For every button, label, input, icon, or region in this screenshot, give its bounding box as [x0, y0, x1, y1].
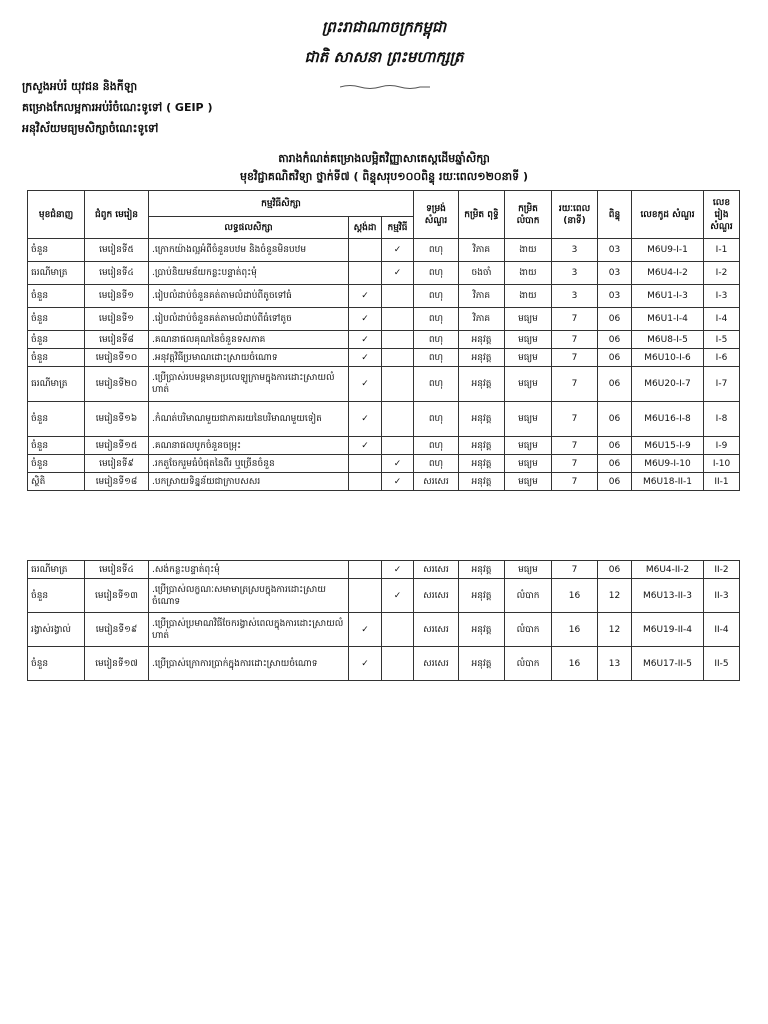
cell-diff: មធ្យម [505, 437, 552, 455]
cell-order: I-2 [704, 262, 740, 285]
cell-prog: ✓ [382, 579, 414, 613]
cell-time: 3 [552, 239, 598, 262]
document-subtitle: មុខវិជ្ជាគណិតវិទ្យា ថ្នាក់ទី៧ ( ពិន្ទុសរុប១០០ពិន្ទុ រយៈពេល១២០នាទី ) [239, 170, 528, 183]
cell-format: ពហុ [414, 331, 459, 349]
cell-score: 03 [598, 285, 632, 308]
document-title: តារាងកំណត់គម្រោងលម្អិតវិញ្ញាសាតេស្តដើមឆ្នាំសិក្សា [278, 152, 490, 165]
cell-outcome: .ក្រោកយ៉ាងល្អអំពីចំនួនបឋម និងចំនួនមិនបឋម [149, 239, 349, 262]
table-row [28, 455, 740, 473]
cell-code: M6U9-I-10 [632, 455, 704, 473]
cell-cog: អនុវត្ត [459, 579, 505, 613]
cell-prog: ✓ [382, 239, 414, 262]
cell-chapter: មេរៀនទី៤ [85, 561, 149, 579]
cell-area: ធរណីមាត្រ [28, 561, 85, 579]
table-row [28, 647, 740, 681]
department-name: អនុវិស័យមធ្យមសិក្សាចំណេះទូទៅ [22, 122, 159, 135]
cell-area: ចំនួន [28, 455, 85, 473]
cell-order: I-7 [704, 367, 740, 402]
cell-format: ពហុ [414, 239, 459, 262]
cell-std [349, 239, 382, 262]
cell-chapter: មេរៀនទី៨ [85, 331, 149, 349]
cell-prog: ✓ [382, 561, 414, 579]
cell-format: ពហុ [414, 308, 459, 331]
cell-cog: អនុវត្ត [459, 331, 505, 349]
cell-order: II-5 [704, 647, 740, 681]
cell-code: M6U4-I-2 [632, 262, 704, 285]
cell-cog: អនុវត្ត [459, 613, 505, 647]
cell-outcome: .រៀបលំដាប់ចំនួនគត់តាមលំដាប់ពីតូចទៅធំ [149, 285, 349, 308]
col-item-format: ទម្រង់ សំណួរ [414, 191, 459, 239]
col-curriculum: កម្មវិធីសិក្សា [149, 191, 414, 217]
cell-area: ចំនួន [28, 308, 85, 331]
ministry-name: ក្រសួងអប់រំ យុវជន និងកីឡា [22, 80, 138, 93]
cell-area: ចំនួន [28, 285, 85, 308]
cell-score: 03 [598, 239, 632, 262]
cell-diff: មធ្យម [505, 561, 552, 579]
cell-diff: មធ្យម [505, 455, 552, 473]
cell-diff: មធ្យម [505, 367, 552, 402]
table-row [28, 262, 740, 285]
cell-time: 3 [552, 285, 598, 308]
cell-prog [382, 331, 414, 349]
cell-outcome: .ប្រើប្រាស់ប្រមាណវិធីចែករង្វាស់ពេលក្នុងការដោះស្រាយលំហាត់ [149, 613, 349, 647]
cell-area: ធរណីមាត្រ [28, 262, 85, 285]
cell-prog [382, 349, 414, 367]
cell-prog [382, 367, 414, 402]
cell-order: I-10 [704, 455, 740, 473]
cell-outcome: .រកតួចែករួមធំបំផុតនៃពីរ ឬច្រើនចំនួន [149, 455, 349, 473]
cell-score: 06 [598, 349, 632, 367]
cell-cog: អនុវត្ត [459, 367, 505, 402]
cell-time: 7 [552, 349, 598, 367]
cell-prog [382, 613, 414, 647]
cell-cog: អនុវត្ត [459, 647, 505, 681]
cell-code: M6U17-II-5 [632, 647, 704, 681]
cell-diff: មធ្យម [505, 473, 552, 491]
col-order: លេខរៀង សំណួរ [704, 191, 740, 239]
cell-diff: លំបាក [505, 579, 552, 613]
cell-code: M6U18-II-1 [632, 473, 704, 491]
cell-outcome: .សង់កន្លះបន្ទាត់ពុះមុំ [149, 561, 349, 579]
table-row [28, 285, 740, 308]
col-score: ពិន្ទុ [598, 191, 632, 239]
cell-std [349, 473, 382, 491]
table-row [28, 437, 740, 455]
cell-code: M6U19-II-4 [632, 613, 704, 647]
cell-code: M6U1-I-4 [632, 308, 704, 331]
cell-std: ✓ [349, 308, 382, 331]
cell-order: I-4 [704, 308, 740, 331]
cell-cog: ចងចាំ [459, 262, 505, 285]
cell-score: 06 [598, 402, 632, 437]
cell-outcome: .គណនាផលគុណនៃចំនួនទសភាគ [149, 331, 349, 349]
cell-format: ពហុ [414, 455, 459, 473]
cell-chapter: មេរៀនទី១ [85, 285, 149, 308]
cell-diff: មធ្យម [505, 402, 552, 437]
cell-diff: លំបាក [505, 613, 552, 647]
cell-area: ចំនួន [28, 349, 85, 367]
col-standard: ស្តង់ដា [349, 217, 382, 239]
cell-score: 12 [598, 579, 632, 613]
cell-std: ✓ [349, 402, 382, 437]
cell-area: ធរណីមាត្រ [28, 367, 85, 402]
col-program: កម្មវិធី [382, 217, 414, 239]
cell-time: 7 [552, 455, 598, 473]
cell-prog [382, 437, 414, 455]
cell-cog: អនុវត្ត [459, 561, 505, 579]
cell-order: I-9 [704, 437, 740, 455]
cell-chapter: មេរៀនទី១៥ [85, 437, 149, 455]
cell-format: សរសេរ [414, 613, 459, 647]
cell-order: I-6 [704, 349, 740, 367]
cell-chapter: មេរៀនទី៥ [85, 239, 149, 262]
cell-score: 03 [598, 262, 632, 285]
cell-format: ពហុ [414, 437, 459, 455]
cell-prog: ✓ [382, 455, 414, 473]
cell-outcome: .អនុវត្តវិធីប្រមាណដោះស្រាយចំណោទ [149, 349, 349, 367]
cell-code: M6U8-I-5 [632, 331, 704, 349]
cell-code: M6U1-I-3 [632, 285, 704, 308]
cell-order: II-2 [704, 561, 740, 579]
table-row [28, 579, 740, 613]
cell-prog: ✓ [382, 262, 414, 285]
cell-diff: មធ្យម [505, 308, 552, 331]
cell-outcome: .ប្រាប់និយមន័យកន្លះបន្ទាត់ពុះមុំ [149, 262, 349, 285]
cell-outcome: .បកស្រាយទិន្នន័យជាក្រាបសសរ [149, 473, 349, 491]
cell-time: 7 [552, 308, 598, 331]
cell-chapter: មេរៀនទី១៣ [85, 579, 149, 613]
cell-std [349, 579, 382, 613]
cell-diff: ងាយ [505, 239, 552, 262]
ornament-divider [340, 84, 430, 90]
cell-chapter: មេរៀនទី១៦ [85, 402, 149, 437]
cell-chapter: មេរៀនទី៩ [85, 455, 149, 473]
cell-area: ចំនួន [28, 331, 85, 349]
col-code: លេខកូដ សំណួរ [632, 191, 704, 239]
cell-format: សរសេរ [414, 579, 459, 613]
cell-score: 06 [598, 473, 632, 491]
col-difficulty: កម្រិត លំបាក [505, 191, 552, 239]
cell-prog: ✓ [382, 473, 414, 491]
table-row [28, 331, 740, 349]
cell-format: ពហុ [414, 367, 459, 402]
cell-chapter: មេរៀនទី២០ [85, 367, 149, 402]
cell-std: ✓ [349, 331, 382, 349]
cell-time: 7 [552, 473, 598, 491]
cell-order: II-1 [704, 473, 740, 491]
cell-time: 7 [552, 561, 598, 579]
cell-prog [382, 285, 414, 308]
cell-time: 16 [552, 613, 598, 647]
cell-time: 7 [552, 402, 598, 437]
cell-time: 16 [552, 579, 598, 613]
cell-order: I-8 [704, 402, 740, 437]
cell-code: M6U4-II-2 [632, 561, 704, 579]
spec-table-part2 [27, 560, 740, 681]
col-outcome: លទ្ធផលសិក្សា [149, 217, 349, 239]
cell-cog: អនុវត្ត [459, 402, 505, 437]
motto: ជាតិ សាសនា ព្រះមហាក្សត្រ [304, 48, 464, 66]
cell-order: I-3 [704, 285, 740, 308]
cell-score: 12 [598, 613, 632, 647]
cell-std: ✓ [349, 437, 382, 455]
cell-cog: អនុវត្ត [459, 437, 505, 455]
cell-score: 06 [598, 561, 632, 579]
cell-format: ពហុ [414, 285, 459, 308]
cell-outcome: .ប្រើប្រាស់របមន្តមានប្រលេឡូក្រាមក្នុងការដោះស្រាយលំហាត់ [149, 367, 349, 402]
cell-std [349, 262, 382, 285]
cell-code: M6U16-I-8 [632, 402, 704, 437]
cell-code: M6U20-I-7 [632, 367, 704, 402]
cell-std: ✓ [349, 285, 382, 308]
cell-area: ចំនួន [28, 402, 85, 437]
cell-format: សរសេរ [414, 647, 459, 681]
cell-cog: វិភាគ [459, 285, 505, 308]
cell-time: 7 [552, 367, 598, 402]
cell-area: ចំនួន [28, 647, 85, 681]
cell-outcome: .រៀបលំដាប់ចំនួនគត់តាមលំដាប់ពីធំទៅតូច [149, 308, 349, 331]
cell-format: ពហុ [414, 262, 459, 285]
cell-time: 7 [552, 331, 598, 349]
table-row [28, 402, 740, 437]
col-time: រយៈពេល (នាទី) [552, 191, 598, 239]
spec-table-part1 [27, 190, 740, 491]
cell-cog: អនុវត្ត [459, 349, 505, 367]
cell-code: M6U9-I-1 [632, 239, 704, 262]
table-row [28, 613, 740, 647]
cell-code: M6U15-I-9 [632, 437, 704, 455]
kingdom-title: ព្រះរាជាណាចក្រកម្ពុជា [321, 18, 447, 36]
cell-score: 06 [598, 331, 632, 349]
cell-chapter: មេរៀនទី១៨ [85, 473, 149, 491]
project-name: គម្រោងកែលម្អការអប់រំចំណេះទូទៅ ( GEIP ) [22, 101, 213, 114]
cell-format: សរសេរ [414, 473, 459, 491]
cell-order: I-5 [704, 331, 740, 349]
cell-chapter: មេរៀនទី១៧ [85, 647, 149, 681]
cell-area: ចំនួន [28, 437, 85, 455]
table-row [28, 367, 740, 402]
cell-prog [382, 402, 414, 437]
cell-prog [382, 308, 414, 331]
cell-chapter: មេរៀនទី១០ [85, 349, 149, 367]
cell-cog: អនុវត្ត [459, 473, 505, 491]
cell-time: 16 [552, 647, 598, 681]
cell-diff: មធ្យម [505, 331, 552, 349]
cell-std [349, 455, 382, 473]
cell-chapter: មេរៀនទី១ [85, 308, 149, 331]
table-row [28, 561, 740, 579]
cell-std [349, 561, 382, 579]
cell-diff: មធ្យម [505, 349, 552, 367]
cell-cog: វិភាគ [459, 308, 505, 331]
cell-order: II-4 [704, 613, 740, 647]
cell-diff: ងាយ [505, 262, 552, 285]
cell-outcome: .គណនាផលបូកចំនួនចម្រុះ [149, 437, 349, 455]
cell-format: សរសេរ [414, 561, 459, 579]
cell-time: 3 [552, 262, 598, 285]
cell-order: I-1 [704, 239, 740, 262]
cell-diff: ងាយ [505, 285, 552, 308]
cell-area: រង្វាស់រង្វាល់ [28, 613, 85, 647]
cell-score: 06 [598, 437, 632, 455]
cell-score: 13 [598, 647, 632, 681]
cell-score: 06 [598, 308, 632, 331]
table-row [28, 239, 740, 262]
cell-score: 06 [598, 455, 632, 473]
cell-code: M6U13-II-3 [632, 579, 704, 613]
cell-area: ចំនួន [28, 579, 85, 613]
cell-cog: វិភាគ [459, 239, 505, 262]
table-row [28, 473, 740, 491]
cell-std: ✓ [349, 367, 382, 402]
table-row [28, 308, 740, 331]
cell-time: 7 [552, 437, 598, 455]
cell-std: ✓ [349, 613, 382, 647]
cell-code: M6U10-I-6 [632, 349, 704, 367]
cell-area: ចំនួន [28, 239, 85, 262]
col-chapter: ជំពូក មេរៀន [85, 191, 149, 239]
cell-prog [382, 647, 414, 681]
cell-std: ✓ [349, 647, 382, 681]
cell-cog: អនុវត្ត [459, 455, 505, 473]
col-cognitive: កម្រិត ពុទ្ធិ [459, 191, 505, 239]
cell-chapter: មេរៀនទី១៩ [85, 613, 149, 647]
cell-format: ពហុ [414, 402, 459, 437]
cell-area: ស្ថិតិ [28, 473, 85, 491]
cell-std: ✓ [349, 349, 382, 367]
table-row [28, 349, 740, 367]
col-subject-area: មុខជំនាញ [28, 191, 85, 239]
cell-order: II-3 [704, 579, 740, 613]
cell-outcome: .ប្រើប្រាស់ក្រោការប្រាក់ក្នុងការដោះស្រាយចំណោទ [149, 647, 349, 681]
cell-score: 06 [598, 367, 632, 402]
cell-diff: លំបាក [505, 647, 552, 681]
cell-outcome: .កំណត់បរិមាណមួយជាភាគរយនៃបរិមាណមួយទៀត [149, 402, 349, 437]
cell-format: ពហុ [414, 349, 459, 367]
cell-outcome: .ប្រើប្រាស់លក្ខណៈសមាមាត្រស្របក្នុងការដោះស្រាយចំណោទ [149, 579, 349, 613]
cell-chapter: មេរៀនទី៤ [85, 262, 149, 285]
